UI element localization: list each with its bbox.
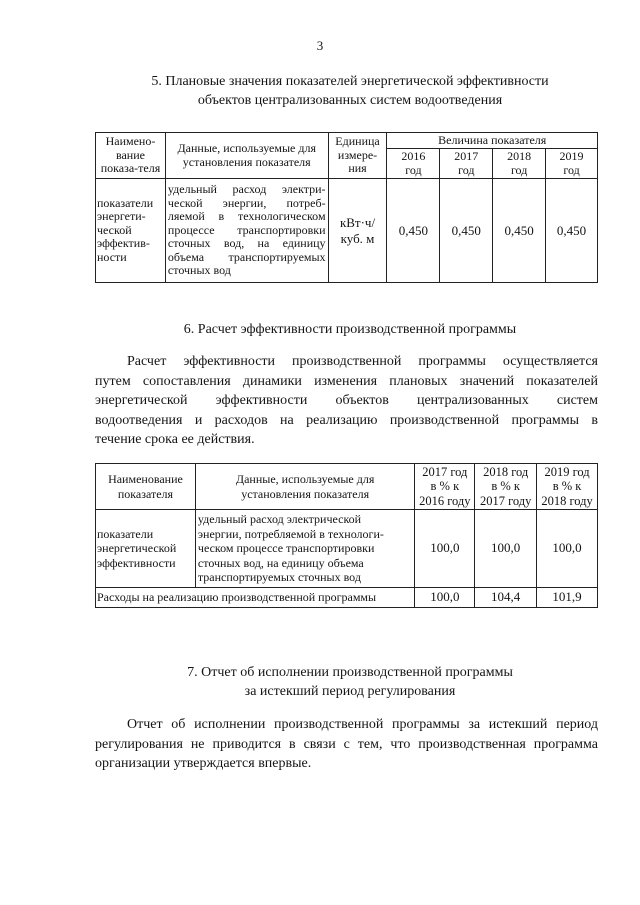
row-source-data: удельный расход электрической энергии, потребляемой в технологи- ческом процессе транспортировки сточных вод, на единицу объема транспортируемых сточных вод [195, 510, 414, 588]
production-program-efficiency-table [95, 463, 598, 608]
section-6-paragraph: Расчет эффективности производственной программы осуществляется путем сопоставления динамики изменения плановых значений показателей энергетической эффективности объектов централизованных систем водоотведения и расходов на реализацию производственной программы в течение срока ее действия. [95, 354, 598, 447]
header-source-data: Данные, используемые для установления показателя [195, 464, 414, 510]
section-6-title: 6. Расчет эффективности производственной программы [183, 322, 517, 337]
row-source-data: удельный расход электри- ческой энергии, потреб- ляемой в технологическом процессе транспортировки сточных вод, на единицу объема транспортируемых сточных вод [165, 179, 328, 283]
header-year-2017: 2017 год [440, 149, 493, 179]
header-unit: Единица измере- ния [328, 133, 387, 179]
row-expenses-label: Расходы на реализацию производственной программы [96, 588, 415, 608]
header-indicator-name: Наименование показателя [96, 464, 196, 510]
table-row [96, 179, 598, 283]
section-5-title-line-1: 5. Плановые значения показателей энергетической эффективности [151, 74, 549, 89]
value-2017: 100,0 [415, 510, 475, 588]
row-indicator-name: показатели энергети- ческой эффектив- ности [96, 179, 166, 283]
header-year-2018: 2018 год [493, 149, 546, 179]
section-7-heading [95, 663, 605, 701]
header-2018-vs-2017: 2018 год в % к 2017 году [475, 464, 537, 510]
expenses-2018: 104,4 [475, 588, 537, 608]
header-indicator-name: Наимено- вание показа-теля [96, 133, 166, 179]
value-2017: 0,450 [440, 179, 493, 283]
expenses-2019: 101,9 [537, 588, 598, 608]
header-year-2016: 2016 год [387, 149, 440, 179]
header-indicator-value: Величина показателя [387, 133, 598, 149]
energy-efficiency-plan-table [95, 132, 598, 283]
value-2019: 0,450 [546, 179, 598, 283]
value-2018: 0,450 [493, 179, 546, 283]
header-2019-vs-2018: 2019 год в % к 2018 году [537, 464, 598, 510]
header-source-data: Данные, используемые для установления показателя [165, 133, 328, 179]
header-2017-vs-2016: 2017 год в % к 2016 году [415, 464, 475, 510]
value-2016: 0,450 [387, 179, 440, 283]
expenses-2017: 100,0 [415, 588, 475, 608]
section-5-heading [95, 72, 605, 110]
section-7-title-line-1: 7. Отчет об исполнении производственной программы [187, 665, 513, 680]
table-row [96, 510, 598, 588]
page-number: 3 [316, 38, 324, 53]
section-5-title-line-2: объектов централизованных систем водоотведения [197, 93, 503, 108]
header-year-2019: 2019 год [546, 149, 598, 179]
value-2018: 100,0 [475, 510, 537, 588]
table-row [96, 588, 598, 608]
row-indicator-name: показатели энергетической эффективности [96, 510, 196, 588]
section-7-title-line-2: за истекший период регулирования [244, 684, 456, 699]
section-7-paragraph: Отчет об исполнении производственной программы за истекший период регулирования не приводится в связи с тем, что производственная программа организации утверждается впервые. [95, 717, 598, 771]
row-unit: кВт·ч/ куб. м [328, 179, 387, 283]
value-2019: 100,0 [537, 510, 598, 588]
